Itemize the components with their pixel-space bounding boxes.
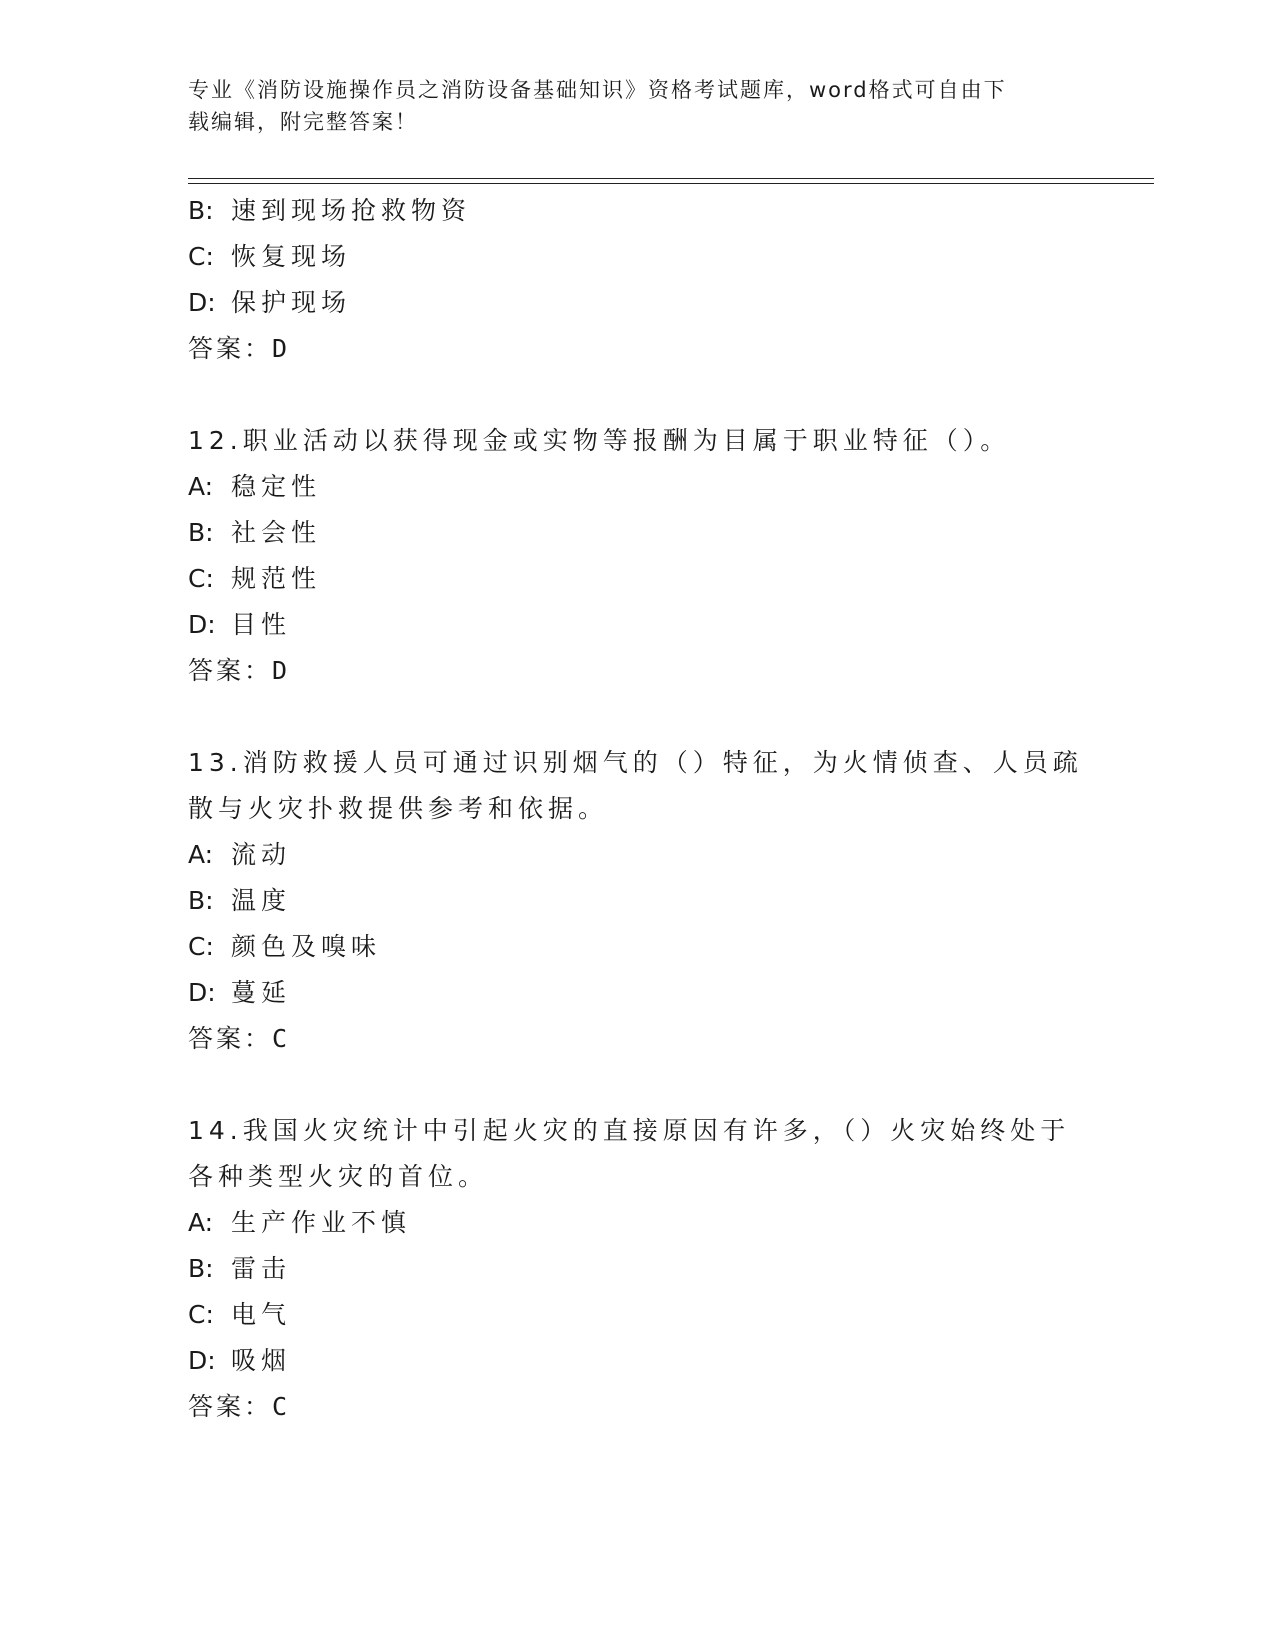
- question-list: [188, 188, 1088, 1430]
- option-b: B: 社会性: [188, 518, 322, 547]
- question-block-11: [188, 188, 1088, 372]
- answer-line: 答案：C: [188, 1392, 288, 1421]
- header-line-1: 专业《消防设施操作员之消防设备基础知识》资格考试题库，word格式可自由下: [188, 78, 1007, 102]
- document-header: [188, 74, 1088, 138]
- header-line-2: 载编辑，附完整答案！: [188, 110, 418, 134]
- option-d: D: 保护现场: [188, 288, 352, 317]
- header-rule-bottom: [188, 183, 1154, 184]
- option-c: C: 恢复现场: [188, 242, 352, 271]
- answer-line: 答案：D: [188, 656, 288, 685]
- question-text: 14.我国火灾统计中引起火灾的直接原因有许多，（）火灾始终处于各种类型火灾的首位。: [188, 1116, 1071, 1191]
- option-d: D: 目性: [188, 610, 292, 639]
- option-b: B: 雷击: [188, 1254, 292, 1283]
- question-block-13: [188, 740, 1088, 1062]
- option-c: C: 电气: [188, 1300, 292, 1329]
- option-b: B: 速到现场抢救物资: [188, 196, 472, 225]
- option-a: A: 流动: [188, 840, 292, 869]
- option-c: C: 规范性: [188, 564, 322, 593]
- answer-line: 答案：D: [188, 334, 288, 363]
- option-a: A: 生产作业不慎: [188, 1208, 412, 1237]
- question-text: 12.职业活动以获得现金或实物等报酬为目属于职业特征（）。: [188, 426, 1011, 455]
- question-block-12: [188, 418, 1088, 694]
- header-rule-top: [188, 178, 1154, 179]
- question-block-14: [188, 1108, 1088, 1430]
- answer-line: 答案：C: [188, 1024, 288, 1053]
- option-a: A: 稳定性: [188, 472, 322, 501]
- option-d: D: 蔓延: [188, 978, 292, 1007]
- option-b: B: 温度: [188, 886, 292, 915]
- option-d: D: 吸烟: [188, 1346, 292, 1375]
- option-c: C: 颜色及嗅味: [188, 932, 382, 961]
- question-text: 13.消防救援人员可通过识别烟气的（）特征，为火情侦查、人员疏散与火灾扑救提供参考和依据。: [188, 748, 1083, 823]
